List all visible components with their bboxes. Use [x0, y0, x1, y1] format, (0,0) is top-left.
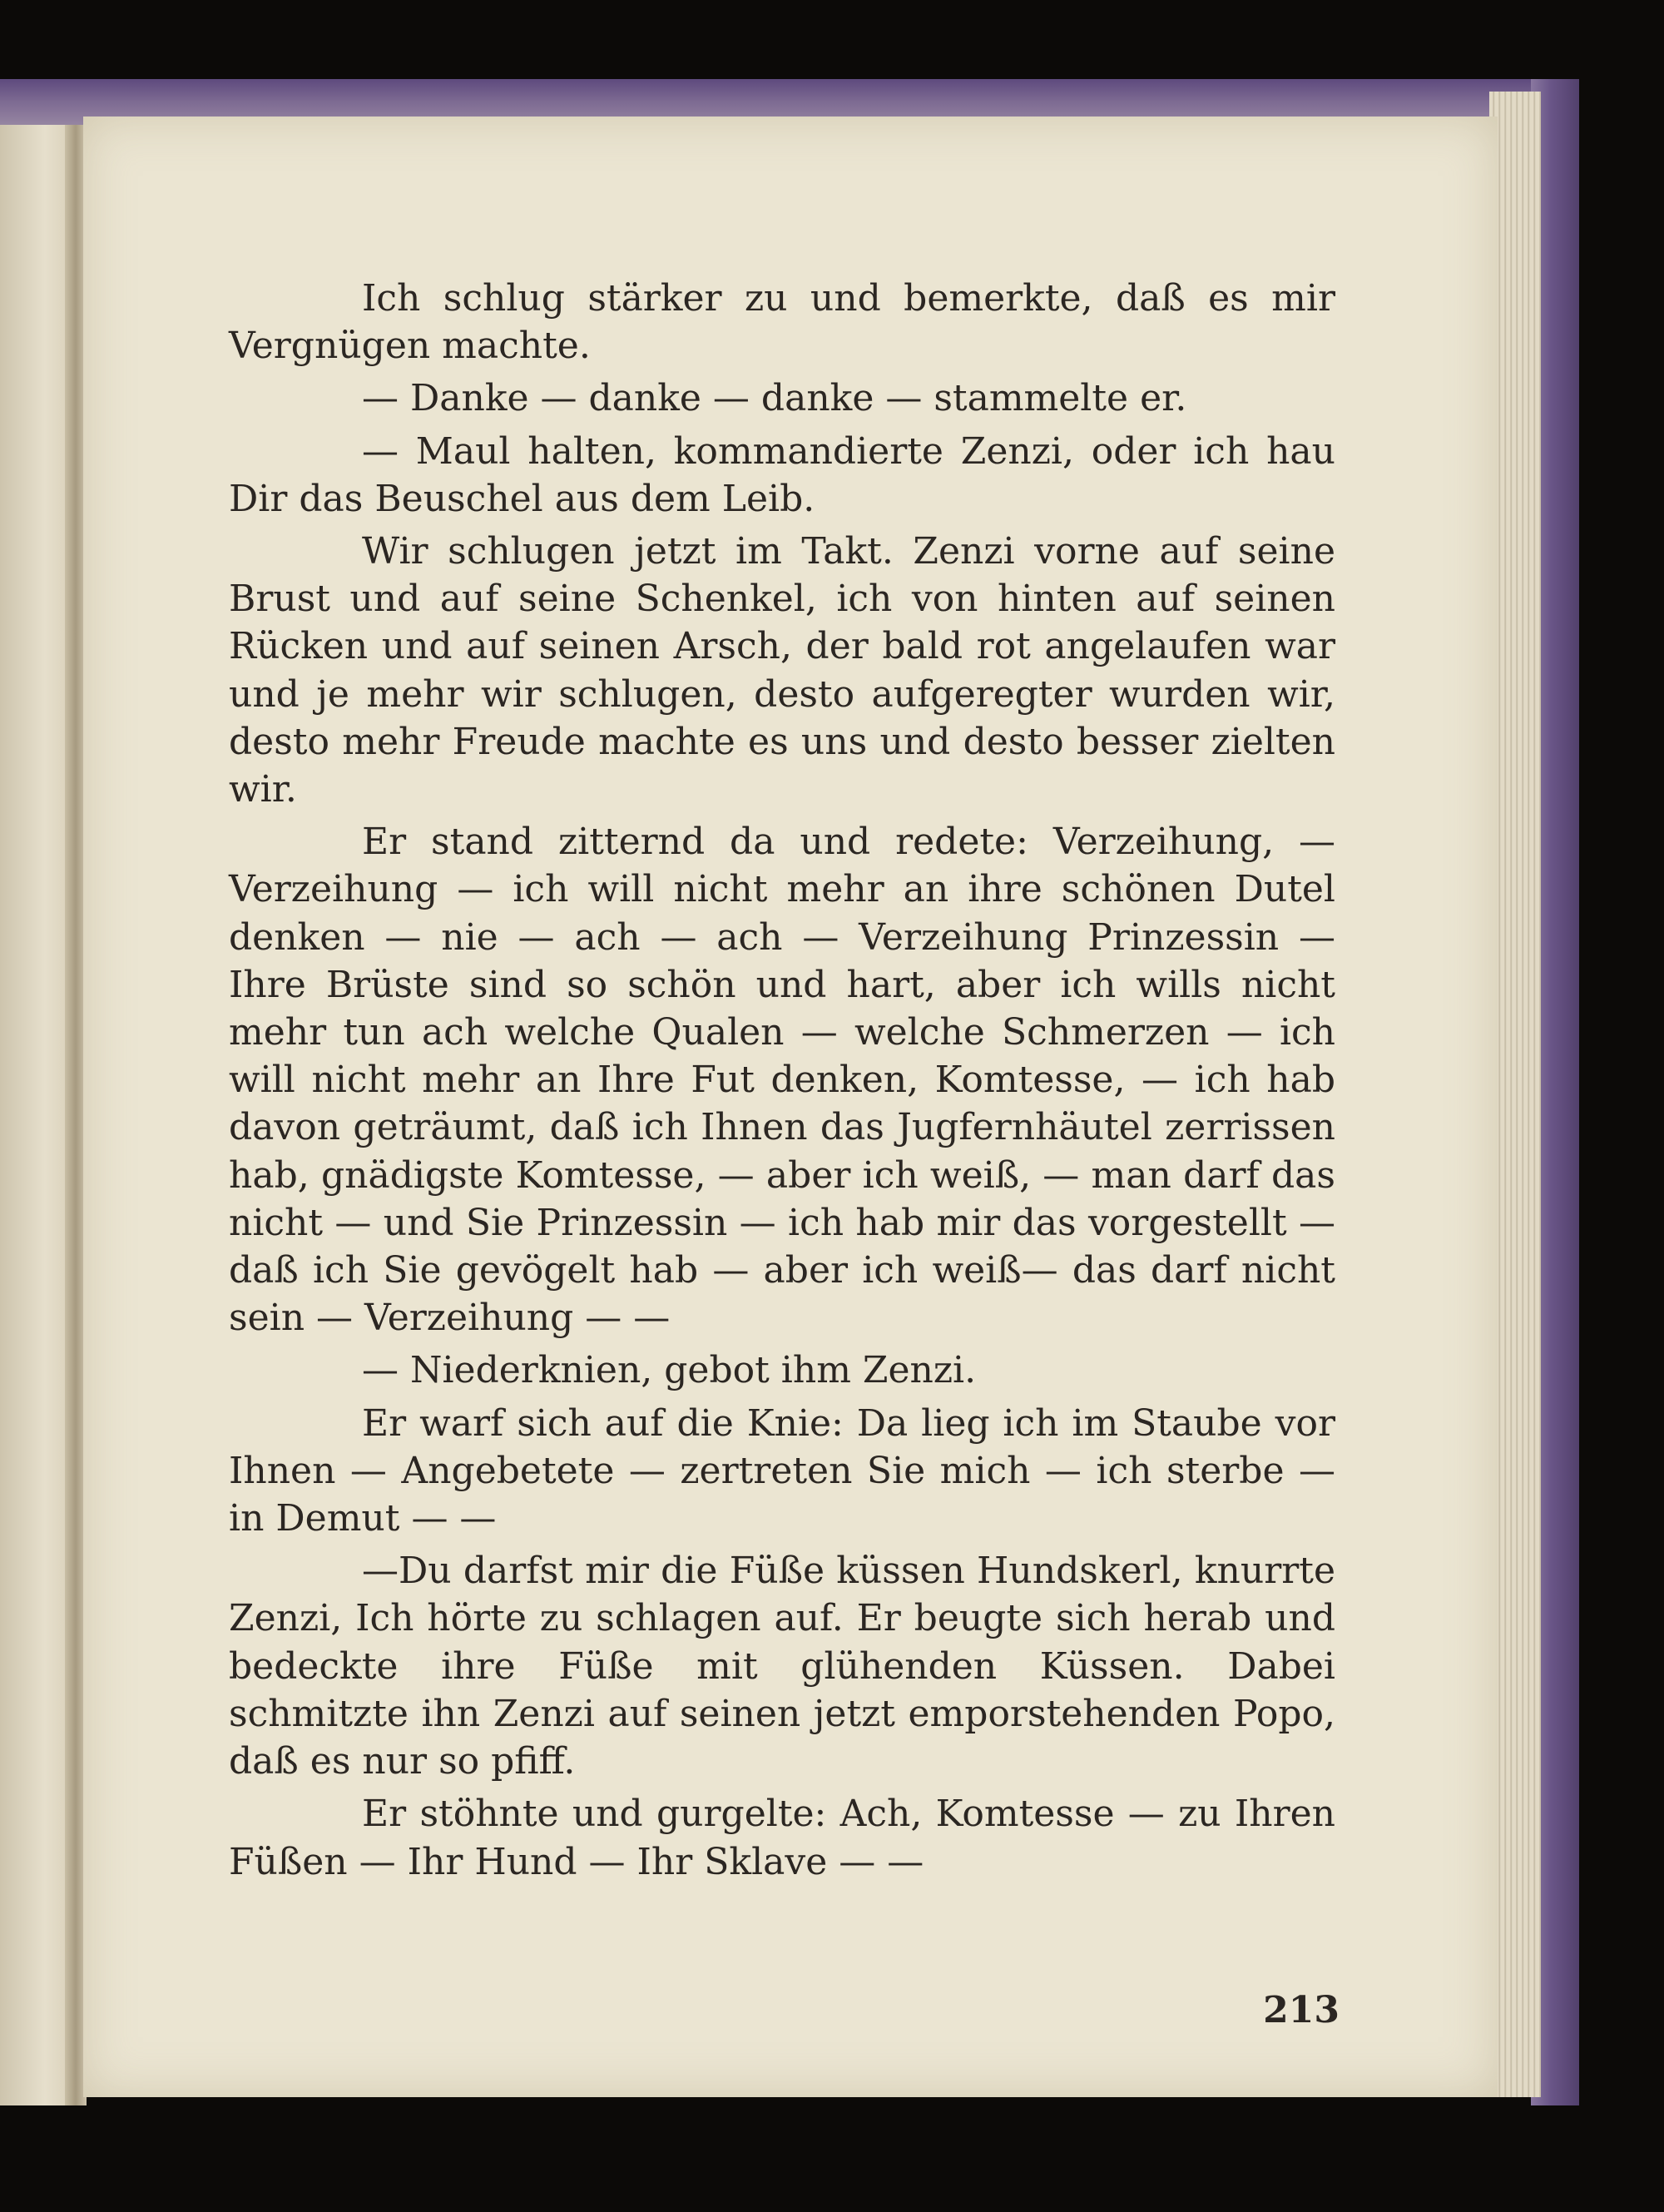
paragraph: Er warf sich auf die Knie: Da lieg ich im Staube vor Ihnen — Angebetete — zertreten Sie mich — ich sterbe — in Demut — —: [229, 1401, 1335, 1540]
paragraph: —Du darfst mir die Füße küssen Hundskerl, knurrte Zenzi, Ich hörte zu schlagen auf. Er beugte sich herab und bedeckte ihre Füße mit glühenden Küssen. Dabei schmitzte ihn Zenzi auf seinen jetzt emporstehenden Popo, daß es nur so pfiff.: [229, 1550, 1335, 1783]
paragraph: Ich schlug stärker zu und bemerkte, daß es mir Vergnügen machte.: [229, 277, 1335, 368]
paragraph: Wir schlugen jetzt im Takt. Zenzi vorne auf seine Brust und auf seine Schenkel, ich von hinten auf seinen Rücken und auf seinen Arsch, der bald rot angelaufen war und je mehr wir schlugen, desto aufgeregter wurden wir, desto mehr Freude machte es uns und desto besser zielten wir.: [229, 530, 1335, 811]
paragraph: — Danke — danke — danke — stammelte er.: [362, 377, 1187, 420]
paragraph: — Niederknien, gebot ihm Zenzi.: [362, 1349, 977, 1392]
book-page: [83, 117, 1498, 2097]
paragraph: — Maul halten, kommandierte Zenzi, oder ich hau Dir das Beuschel aus dem Leib.: [229, 429, 1335, 520]
body-text: [229, 275, 1335, 1891]
left-page-edge: [0, 125, 75, 2105]
paragraph: Er stöhnte und gurgelte: Ach, Komtesse — zu Ihren Füßen — Ihr Hund — Ihr Sklave — —: [229, 1793, 1335, 1883]
paragraph: Er stand zitternd da und redete: Verzeihung, — Verzeihung — ich will nicht mehr an ihre schönen Dutel denken — nie — ach — ach — Verzeihung Prinzessin — Ihre Brüste sind so schön und hart, aber ich wills nicht mehr tun ach welche Qualen — welche Schmerzen — ich will nicht mehr an Ihre Fut denken, Komtesse, — ich hab davon geträumt, daß ich Ihnen das Jugfernhäutel zerrissen hab, gnädigste Komtesse, — aber ich weiß, — man darf das nicht — und Sie Prinzessin — ich hab mir das vorgestellt — daß ich Sie gevögelt hab — aber ich weiß— das darf nicht sein — Verzeihung — —: [229, 821, 1335, 1340]
page-number: 213: [1263, 1989, 1340, 2031]
